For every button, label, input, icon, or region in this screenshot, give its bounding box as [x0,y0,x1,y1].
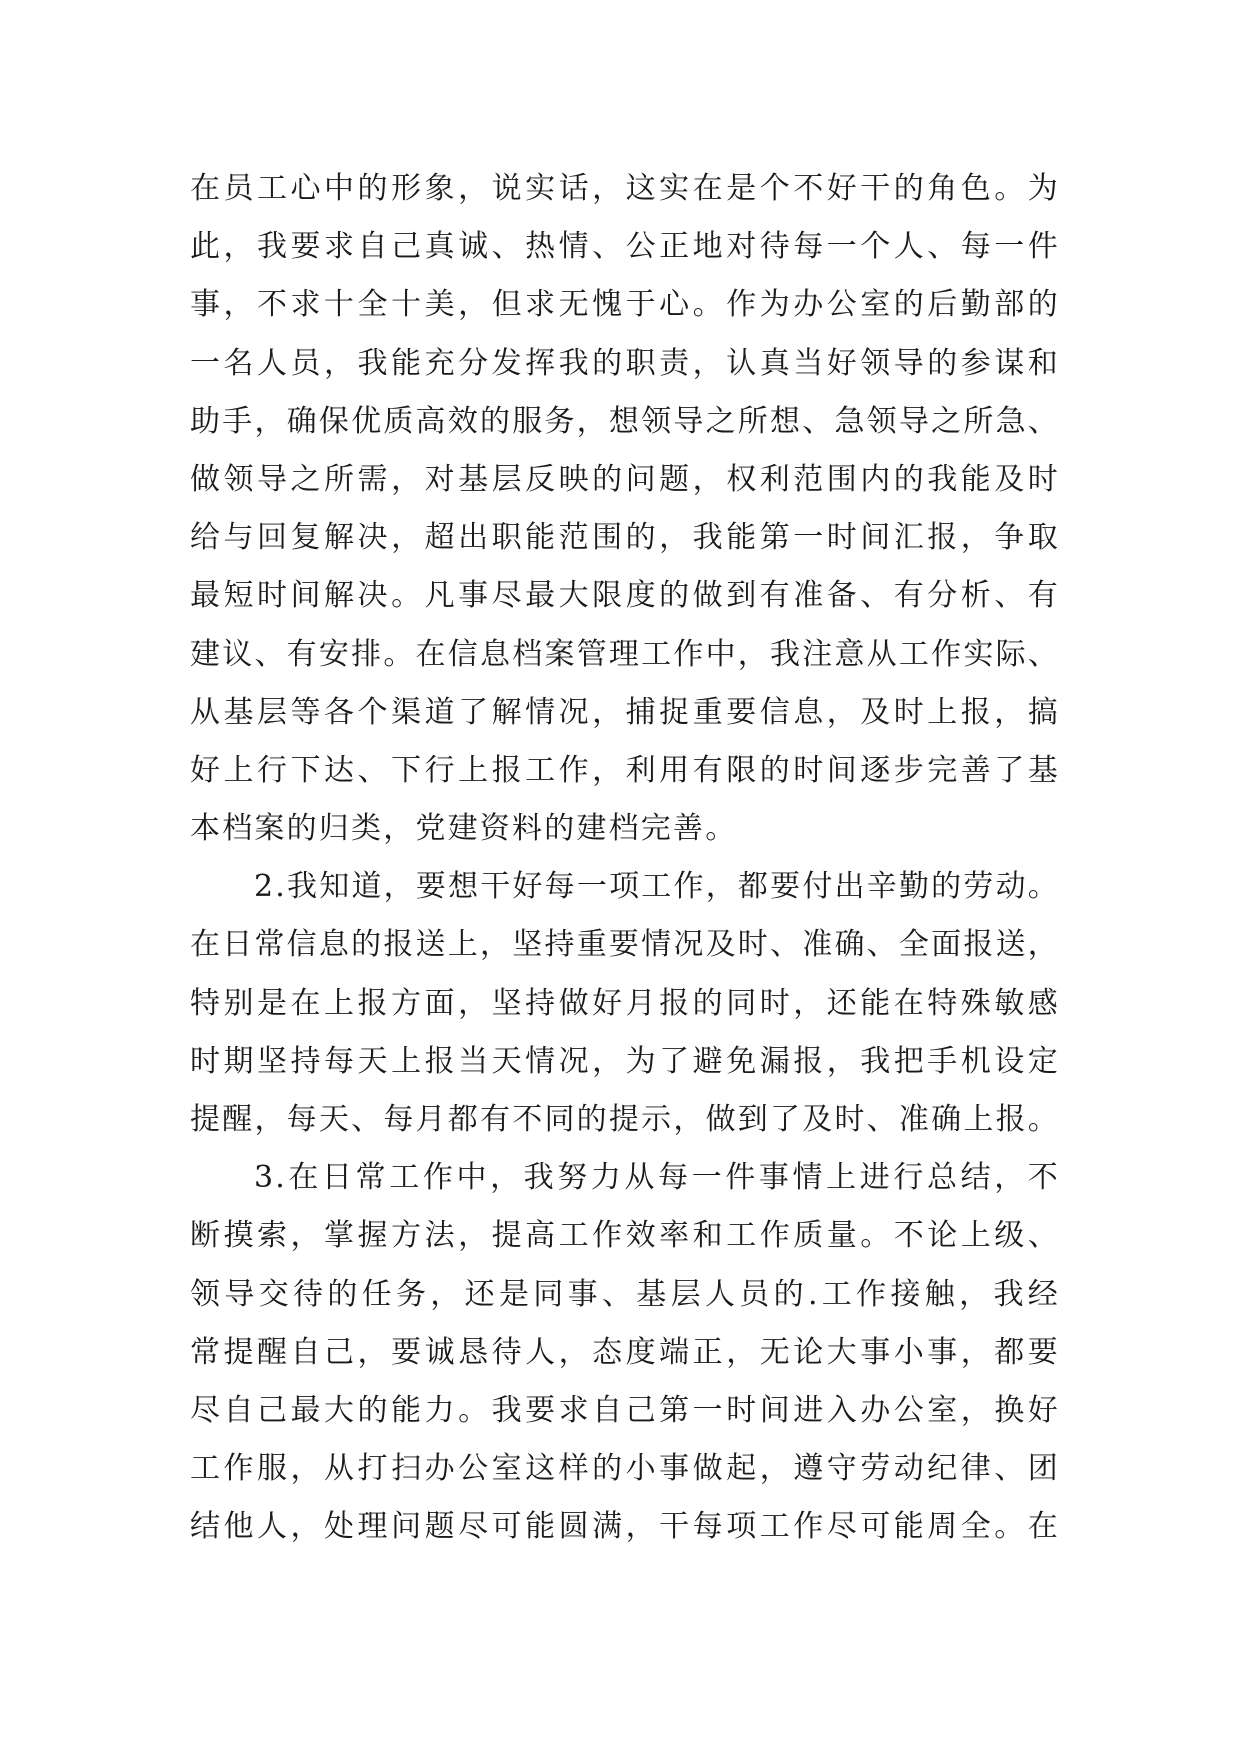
text-line: 特别是在上报方面，坚持做好月报的同时，还能在特殊敏感 [190,985,1060,1021]
text-line: 助手，确保优质高效的服务，想领导之所想、急领导之所急、 [190,403,1060,439]
text-line: 在日常信息的报送上，坚持重要情况及时、准确、全面报送， [190,927,1060,963]
text-line: 本档案的归类，党建资料的建档完善。 [190,811,738,847]
text-line: 最短时间解决。凡事尽最大限度的做到有准备、有分析、有 [190,578,1060,614]
text-line: 工作服，从打扫办公室这样的小事做起，遵守劳动纪律、团 [190,1451,1060,1487]
text-line: 好上行下达、下行上报工作，利用有限的时间逐步完善了基 [190,752,1060,788]
text-line: 领导交待的任务，还是同事、基层人员的.工作接触，我经 [190,1276,1060,1312]
text-line: 给与回复解决，超出职能范围的，我能第一时间汇报，争取 [190,520,1060,556]
text-line: 提醒，每天、每月都有不同的提示，做到了及时、准确上报。 [190,1102,1060,1137]
body-text [190,160,1060,1557]
text-line: 做领导之所需，对基层反映的问题，权利范围内的我能及时 [190,461,1060,497]
text-line: 此，我要求自己真诚、热情、公正地对待每一个人、每一件 [190,229,1060,265]
text-line: 事，不求十全十美，但求无愧于心。作为办公室的后勤部的 [190,287,1060,323]
text-line: 结他人，处理问题尽可能圆满，干每项工作尽可能周全。在 [190,1509,1060,1545]
text-line: 断摸索，掌握方法，提高工作效率和工作质量。不论上级、 [190,1218,1060,1254]
paragraph-3-first-line: 3.在日常工作中，我努力从每一件事情上进行总结，不 [254,1160,1060,1196]
text-line: 在员工心中的形象，说实话，这实在是个不好干的角色。为 [190,171,1060,206]
paragraph-2-first-line: 2.我知道，要想干好每一项工作，都要付出辛勤的劳动。 [254,869,1060,905]
text-line: 从基层等各个渠道了解情况，捕捉重要信息，及时上报，搞 [190,694,1060,730]
text-line: 一名人员，我能充分发挥我的职责，认真当好领导的参谋和 [190,345,1060,381]
text-line: 常提醒自己，要诚恳待人，态度端正，无论大事小事，都要 [190,1334,1060,1370]
text-line: 建议、有安排。在信息档案管理工作中，我注意从工作实际、 [190,636,1060,672]
text-line: 时期坚持每天上报当天情况，为了避免漏报，我把手机设定 [190,1043,1060,1079]
text-line: 尽自己最大的能力。我要求自己第一时间进入办公室，换好 [190,1392,1060,1428]
